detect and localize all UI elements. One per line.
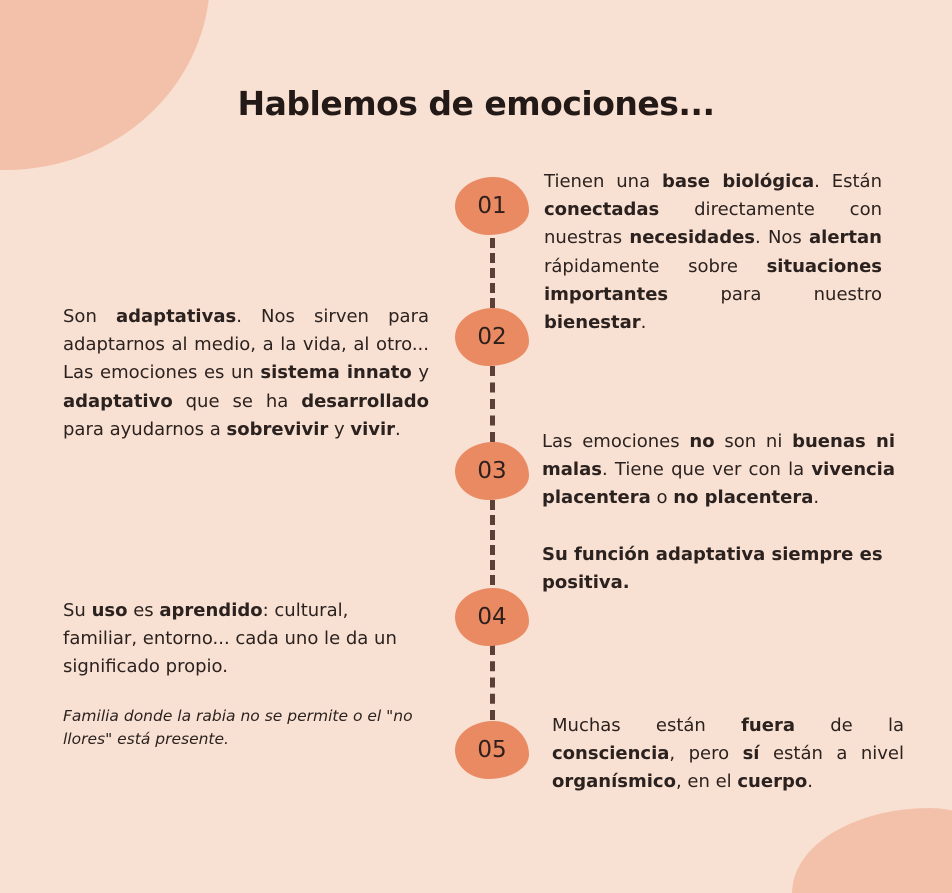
item-04-text: Su uso es aprendido: cultural, familiar, entorno... cada uno le da un significado propio.: [63, 600, 397, 678]
timeline-connector-3: [490, 500, 495, 585]
step-number-05: 05: [455, 721, 529, 779]
step-number-01: 01: [455, 177, 529, 235]
step-number-02: 02: [455, 308, 529, 366]
item-02-text: Son adaptativas. Nos sirven para adaptarnos al medio, a la vida, al otro... Las emociones es un sistema innato y adaptativo que se ha desarrollado para ayudarnos a sobrevivir y vivir.: [63, 306, 430, 440]
timeline-connector-1: [490, 238, 495, 308]
item-03-text: Las emociones no son ni buenas ni malas. Tiene que ver con la vivencia placentera o no placentera.: [542, 431, 895, 509]
decorative-blob-bottom-right: [792, 808, 952, 893]
timeline-connector-2: [490, 366, 495, 442]
item-03-highlight: Su función adaptativa siempre es positiva.: [542, 544, 883, 594]
step-number-03: 03: [455, 442, 529, 500]
page-title: Hablemos de emociones...: [237, 84, 715, 123]
step-number-04: 04: [455, 588, 529, 646]
item-01-text: Tienen una base biológica. Están conectadas directamente con nuestras necesidades. Nos alertan rápidamente sobre situaciones importantes para nuestro bienestar.: [544, 171, 882, 334]
timeline-connector-4: [490, 645, 495, 720]
item-05-text: Muchas están fuera de la consciencia, pero sí están a nivel organísmico, en el cuerpo.: [552, 715, 904, 793]
item-04-note: Familia donde la rabia no se permite o el "no llores" está presente.: [63, 707, 413, 748]
